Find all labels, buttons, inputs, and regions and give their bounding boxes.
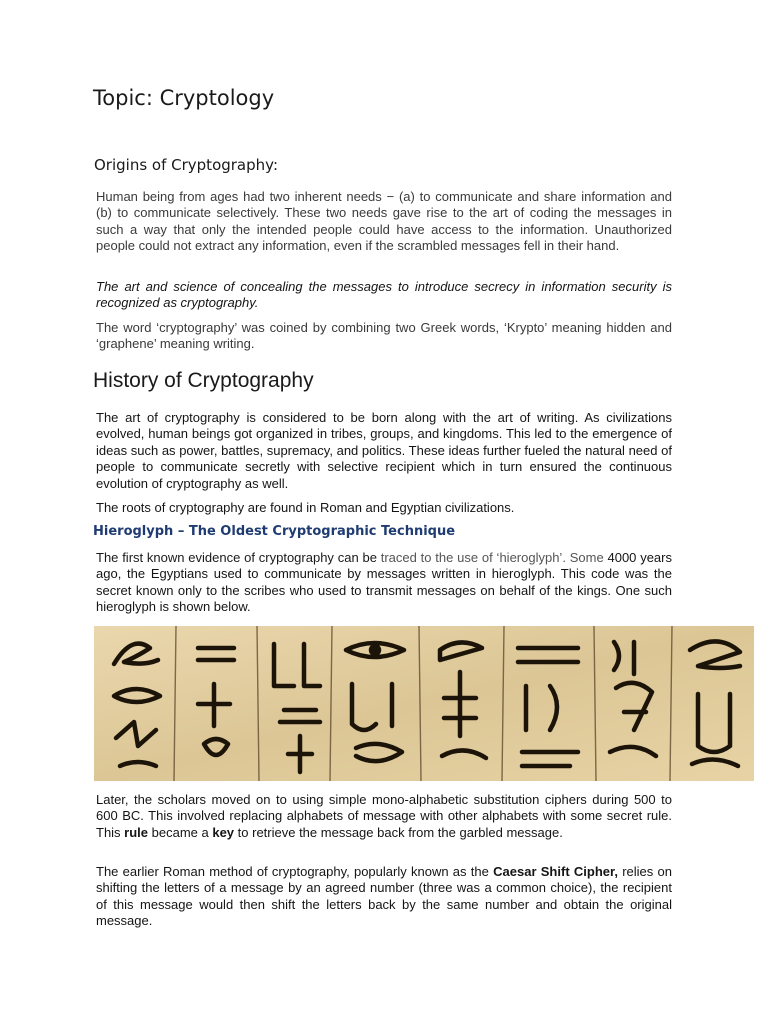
later-text-a: Later, the scholars moved on to using simple mono-alphabetic substitution ciphers during 500 to 600 BC. This involved replacing alphabets of message with other alphabets with some secret rule. This (96, 792, 672, 840)
history-paragraph-1: The art of cryptography is considered to be born along with the art of writing. As civilizations evolved, human beings got organized in tribes, groups, and kingdoms. This led to the emergence of ideas such as power, battles, supremacy, and politics. These ideas further fueled the natural need of people to communicate secretly with selective recipient which in turn ensured the continuous evolution of cryptography as well. (96, 410, 672, 491)
hieroglyph-image (94, 626, 754, 781)
later-paragraph (96, 792, 672, 841)
rule-term: rule (124, 824, 149, 840)
roman-text-b: relies on shifting the letters of a message by an agreed number (three was a common choice), the recipient of this message would then shift the letters back by the same number and obtain the original message. (96, 864, 673, 929)
hieroglyph-text-gray: traced to the use of ‘hieroglyph’. Some (380, 550, 604, 565)
origins-paragraph-2: The art and science of concealing the messages to introduce secrecy in information security is recognized as cryptography. (96, 279, 672, 311)
origins-heading: Origins of Cryptography: (94, 156, 278, 174)
hieroglyph-paragraph (96, 550, 672, 616)
roman-text-a: The earlier Roman method of cryptography, popularly known as the (96, 864, 494, 879)
later-text-b: became a (148, 824, 213, 840)
origins-paragraph-1: Human being from ages had two inherent needs − (a) to communicate and share information and (b) to communicate selectively. These two needs gave rise to the art of coding the messages in such a way that only the intended people could have access to the information. Unauthorized people could not extract any information, even if the scrambled messages fell in their hand. (96, 189, 672, 254)
key-term: key (212, 824, 235, 840)
history-heading: History of Cryptography (93, 369, 314, 392)
caesar-cipher-term: Caesar Shift Cipher, (493, 864, 618, 879)
hieroglyph-heading: Hieroglyph – The Oldest Cryptographic Technique (93, 524, 456, 539)
history-paragraph-2: The roots of cryptography are found in Roman and Egyptian civilizations. (96, 500, 515, 515)
roman-paragraph (96, 864, 672, 930)
page-title: Topic: Cryptology (93, 86, 275, 110)
later-text-c: to retrieve the message back from the garbled message. (234, 824, 563, 840)
origins-paragraph-3: The word ‘cryptography’ was coined by combining two Greek words, ‘Krypto’ meaning hidden and ‘graphene’ meaning writing. (96, 320, 672, 352)
hieroglyph-text-lead: The first known evidence of cryptography can be (96, 550, 381, 565)
hieroglyph-text-rest: 4000 years ago, the Egyptians used to communicate by messages written in hieroglyph. This code was the secret known only to the scribes who used to transmit messages on behalf of the kings. One such hieroglyph is shown below. (96, 550, 672, 615)
